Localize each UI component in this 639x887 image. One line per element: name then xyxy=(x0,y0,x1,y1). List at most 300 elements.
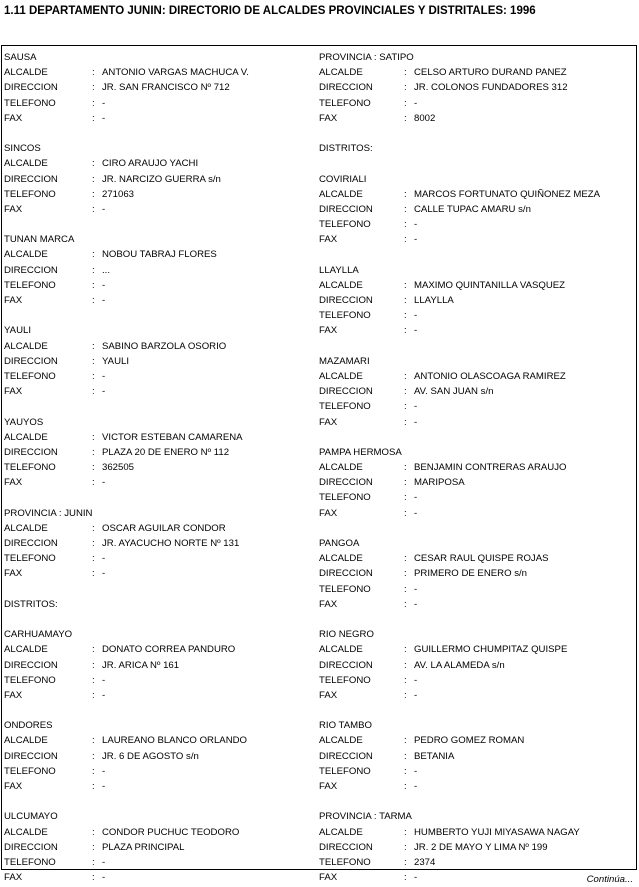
section-header xyxy=(319,354,633,369)
field-row xyxy=(319,597,633,612)
section-header-text: COVIRIALI xyxy=(319,173,367,185)
field-label: TELEFONO xyxy=(319,674,371,686)
field-label: FAX xyxy=(4,203,23,215)
field-value: BENJAMIN CONTRERAS ARAUJO xyxy=(414,462,567,474)
field-label: FAX xyxy=(4,568,23,580)
field-row xyxy=(319,764,633,779)
field-value: JR. ARICA Nº 161 xyxy=(102,659,180,671)
field-row xyxy=(319,369,633,384)
field-colon: : xyxy=(404,568,407,580)
field-label: FAX xyxy=(4,781,23,792)
field-label: DIRECCION xyxy=(4,173,58,185)
section-header-text: PAMPA HERMOSA xyxy=(319,446,402,458)
field-colon: : xyxy=(404,553,407,565)
field-colon: : xyxy=(404,583,407,595)
field-colon: : xyxy=(404,750,407,762)
field-row xyxy=(4,369,318,384)
field-label: ALCALDE xyxy=(4,158,48,170)
field-label: ALCALDE xyxy=(319,188,363,200)
field-colon: : xyxy=(92,203,95,215)
field-colon: : xyxy=(404,598,407,610)
field-label: FAX xyxy=(4,477,23,489)
field-row xyxy=(319,825,633,840)
field-colon: : xyxy=(92,826,95,838)
field-value: - xyxy=(102,386,106,398)
section-header-text: PANGOA xyxy=(319,538,360,549)
field-value: - xyxy=(414,781,418,792)
field-row xyxy=(319,308,633,323)
field-value: - xyxy=(102,674,106,686)
field-label: DIRECCION xyxy=(319,568,373,580)
field-label: TELEFONO xyxy=(319,583,371,595)
field-row xyxy=(319,217,633,232)
field-value: - xyxy=(414,416,418,428)
blank-row xyxy=(4,612,318,627)
field-value: - xyxy=(102,856,106,868)
field-colon: : xyxy=(404,644,407,656)
field-colon: : xyxy=(404,112,407,124)
field-colon: : xyxy=(404,97,407,109)
section-header-text: TUNAN MARCA xyxy=(4,234,75,246)
field-label: FAX xyxy=(319,234,338,246)
section-header-text: DISTRITOS: xyxy=(319,143,373,155)
field-row xyxy=(319,779,633,794)
field-row xyxy=(319,202,633,217)
field-value: - xyxy=(102,112,106,124)
field-value: LLAYLLA xyxy=(414,295,454,306)
field-label: FAX xyxy=(319,325,338,337)
section-header xyxy=(4,809,318,824)
field-label: FAX xyxy=(4,872,23,884)
field-label: FAX xyxy=(319,507,338,519)
blank-row xyxy=(4,794,318,809)
field-label: ALCALDE xyxy=(319,735,363,747)
field-colon: : xyxy=(404,279,407,291)
field-colon: : xyxy=(92,735,95,747)
field-row xyxy=(319,551,633,566)
field-label: ALCALDE xyxy=(319,462,363,474)
field-label: TELEFONO xyxy=(4,97,56,109)
field-row xyxy=(4,658,318,673)
field-value: AV. LA ALAMEDA s/n xyxy=(414,659,505,671)
field-label: TELEFONO xyxy=(319,765,371,777)
right-column xyxy=(319,50,633,885)
field-colon: : xyxy=(404,872,407,884)
field-colon: : xyxy=(404,674,407,686)
section-header xyxy=(4,232,318,247)
field-row xyxy=(319,384,633,399)
field-row xyxy=(4,187,318,202)
field-row xyxy=(4,825,318,840)
field-value: JR. AYACUCHO NORTE Nº 131 xyxy=(102,538,240,549)
field-row xyxy=(319,475,633,490)
field-value: - xyxy=(102,370,106,382)
field-row xyxy=(319,293,633,308)
field-colon: : xyxy=(404,325,407,337)
field-value: OSCAR AGUILAR CONDOR xyxy=(102,522,226,534)
field-row xyxy=(319,642,633,657)
field-colon: : xyxy=(92,279,95,291)
field-colon: : xyxy=(92,188,95,200)
field-row xyxy=(4,247,318,262)
field-colon: : xyxy=(404,203,407,215)
field-colon: : xyxy=(92,568,95,580)
field-colon: : xyxy=(92,97,95,109)
field-colon: : xyxy=(404,507,407,519)
field-colon: : xyxy=(92,522,95,534)
field-label: FAX xyxy=(4,386,23,398)
field-value: - xyxy=(102,97,106,109)
field-label: TELEFONO xyxy=(4,674,56,686)
field-row xyxy=(4,156,318,171)
field-row xyxy=(319,658,633,673)
section-header-text: CARHUAMAYO xyxy=(4,629,73,641)
field-label: TELEFONO xyxy=(319,219,371,231)
field-label: ALCALDE xyxy=(4,826,48,838)
field-colon: : xyxy=(404,841,407,853)
field-value: PEDRO GOMEZ ROMAN xyxy=(414,735,525,747)
field-row xyxy=(4,475,318,490)
field-colon: : xyxy=(404,492,407,504)
field-value: CELSO ARTURO DURAND PANEZ xyxy=(414,67,567,79)
blank-row xyxy=(319,794,633,809)
field-value: - xyxy=(414,234,418,246)
field-value: 271063 xyxy=(102,188,135,200)
blank-row xyxy=(4,217,318,232)
field-label: ALCALDE xyxy=(319,553,363,565)
field-value: ... xyxy=(102,264,110,276)
field-label: ALCALDE xyxy=(319,279,363,291)
field-label: DIRECCION xyxy=(4,355,58,367)
field-row xyxy=(4,65,318,80)
field-colon: : xyxy=(92,82,95,94)
field-label: FAX xyxy=(4,112,23,124)
field-row xyxy=(4,733,318,748)
field-value: DONATO CORREA PANDURO xyxy=(102,644,236,656)
field-colon: : xyxy=(92,264,95,276)
field-value: MARIPOSA xyxy=(414,477,465,489)
section-header-text: LLAYLLA xyxy=(319,264,359,276)
field-row xyxy=(4,80,318,95)
field-value: NOBOU TABRAJ FLORES xyxy=(102,249,217,261)
field-value: ANTONIO OLASCOAGA RAMIREZ xyxy=(414,370,566,382)
blank-row xyxy=(319,126,633,141)
field-colon: : xyxy=(404,477,407,489)
field-label: FAX xyxy=(319,112,338,124)
field-value: MARCOS FORTUNATO QUIÑONEZ MEZA xyxy=(414,188,601,200)
field-colon: : xyxy=(92,781,95,792)
field-colon: : xyxy=(92,295,95,306)
field-row xyxy=(319,506,633,521)
section-header-text: YAULI xyxy=(4,325,32,337)
field-value: - xyxy=(414,219,418,231)
field-label: DIRECCION xyxy=(319,386,373,398)
field-row xyxy=(4,384,318,399)
section-header xyxy=(319,809,633,824)
field-label: TELEFONO xyxy=(319,310,371,322)
field-row xyxy=(4,202,318,217)
field-colon: : xyxy=(404,659,407,671)
field-label: TELEFONO xyxy=(4,370,56,382)
field-label: DIRECCION xyxy=(319,477,373,489)
field-value: MAXIMO QUINTANILLA VASQUEZ xyxy=(414,279,566,291)
field-value: - xyxy=(414,583,418,595)
field-row xyxy=(319,232,633,247)
field-colon: : xyxy=(404,82,407,94)
field-row xyxy=(4,521,318,536)
field-colon: : xyxy=(92,431,95,443)
blank-row xyxy=(319,612,633,627)
field-colon: : xyxy=(404,234,407,246)
field-value: - xyxy=(102,765,106,777)
section-header xyxy=(319,627,633,642)
field-row xyxy=(4,749,318,764)
section-header-text: RIO TAMBO xyxy=(319,720,372,732)
blank-row xyxy=(319,339,633,354)
field-row xyxy=(4,642,318,657)
field-colon: : xyxy=(92,173,95,185)
field-colon: : xyxy=(92,750,95,762)
field-colon: : xyxy=(92,355,95,367)
field-colon: : xyxy=(92,553,95,565)
field-label: ALCALDE xyxy=(4,522,48,534)
field-label: DIRECCION xyxy=(319,82,373,94)
field-colon: : xyxy=(92,340,95,352)
field-label: TELEFONO xyxy=(319,492,371,504)
field-row xyxy=(319,840,633,855)
field-value: - xyxy=(102,279,106,291)
field-value: PRIMERO DE ENERO s/n xyxy=(414,568,528,580)
section-header-text: PROVINCIA : JUNIN xyxy=(4,507,93,519)
field-row xyxy=(4,263,318,278)
field-value: CALLE TUPAC AMARU s/n xyxy=(414,203,531,215)
field-value: GUILLERMO CHUMPITAZ QUISPE xyxy=(414,644,568,656)
field-row xyxy=(4,840,318,855)
section-header xyxy=(319,141,633,156)
field-label: DIRECCION xyxy=(319,203,373,215)
field-colon: : xyxy=(92,765,95,777)
field-label: DIRECCION xyxy=(4,82,58,94)
field-label: DIRECCION xyxy=(319,295,373,306)
field-value: CESAR RAUL QUISPE ROJAS xyxy=(414,553,549,565)
field-colon: : xyxy=(404,401,407,413)
field-row xyxy=(4,445,318,460)
field-row xyxy=(4,870,318,885)
field-label: FAX xyxy=(319,872,338,884)
section-header xyxy=(319,50,633,65)
field-row xyxy=(319,415,633,430)
field-row xyxy=(319,582,633,597)
section-header-text: PROVINCIA : SATIPO xyxy=(319,52,414,63)
section-header xyxy=(4,506,318,521)
field-row xyxy=(4,779,318,794)
field-colon: : xyxy=(404,219,407,231)
field-row xyxy=(4,293,318,308)
field-colon: : xyxy=(404,735,407,747)
field-value: - xyxy=(414,689,418,701)
blank-row xyxy=(4,703,318,718)
field-row xyxy=(319,278,633,293)
field-label: TELEFONO xyxy=(319,856,371,868)
field-colon: : xyxy=(404,856,407,868)
field-row xyxy=(4,764,318,779)
field-colon: : xyxy=(92,67,95,79)
field-label: DIRECCION xyxy=(4,750,58,762)
field-colon: : xyxy=(404,689,407,701)
field-label: DIRECCION xyxy=(4,538,58,549)
field-value: - xyxy=(414,507,418,519)
field-value: LAUREANO BLANCO ORLANDO xyxy=(102,735,248,747)
field-label: ALCALDE xyxy=(4,644,48,656)
blank-row xyxy=(319,156,633,171)
field-row xyxy=(4,339,318,354)
section-header xyxy=(4,50,318,65)
field-colon: : xyxy=(404,386,407,398)
field-value: AV. SAN JUAN s/n xyxy=(414,386,494,398)
field-colon: : xyxy=(404,826,407,838)
field-value: CIRO ARAUJO YACHI xyxy=(102,158,199,170)
field-value: JR. NARCIZO GUERRA s/n xyxy=(102,173,221,185)
blank-row xyxy=(319,247,633,262)
blank-row xyxy=(4,490,318,505)
field-colon: : xyxy=(404,188,407,200)
section-header xyxy=(4,415,318,430)
field-value: - xyxy=(414,765,418,777)
field-label: FAX xyxy=(4,295,23,306)
field-value: - xyxy=(102,568,106,580)
field-colon: : xyxy=(404,781,407,792)
field-row xyxy=(4,354,318,369)
field-colon: : xyxy=(92,872,95,884)
field-colon: : xyxy=(92,462,95,474)
field-colon: : xyxy=(92,370,95,382)
blank-row xyxy=(319,703,633,718)
field-colon: : xyxy=(92,644,95,656)
field-value: - xyxy=(102,689,106,701)
field-colon: : xyxy=(92,249,95,261)
field-label: ALCALDE xyxy=(4,67,48,79)
field-colon: : xyxy=(404,295,407,306)
field-colon: : xyxy=(92,112,95,124)
continues-note: Continúa... xyxy=(586,874,633,885)
page-title: 1.11 DEPARTAMENTO JUNIN: DIRECTORIO DE ALCALDES PROVINCIALES Y DISTRITALES: 1996 xyxy=(4,5,536,17)
field-value: JR. COLONOS FUNDADORES 312 xyxy=(414,82,568,94)
field-value: PLAZA 20 DE ENERO Nº 112 xyxy=(102,446,230,458)
field-row xyxy=(319,566,633,581)
field-row xyxy=(319,187,633,202)
section-header xyxy=(4,627,318,642)
section-header-text: DISTRITOS: xyxy=(4,598,58,610)
field-label: FAX xyxy=(4,689,23,701)
field-label: ALCALDE xyxy=(4,340,48,352)
field-value: JR. 6 DE AGOSTO s/n xyxy=(102,750,199,762)
blank-row xyxy=(319,430,633,445)
blank-row xyxy=(319,521,633,536)
field-label: DIRECCION xyxy=(4,841,58,853)
field-row xyxy=(319,749,633,764)
field-value: 8002 xyxy=(414,112,436,124)
field-row xyxy=(4,278,318,293)
field-value: - xyxy=(414,674,418,686)
field-value: PLAZA PRINCIPAL xyxy=(102,841,185,853)
field-colon: : xyxy=(404,370,407,382)
blank-row xyxy=(4,399,318,414)
field-colon: : xyxy=(92,659,95,671)
field-value: - xyxy=(102,872,106,884)
field-row xyxy=(4,673,318,688)
section-header xyxy=(319,718,633,733)
field-value: 362505 xyxy=(102,462,135,474)
field-label: FAX xyxy=(319,781,338,792)
section-header xyxy=(4,597,318,612)
field-value: - xyxy=(414,310,418,322)
blank-row xyxy=(4,308,318,323)
section-header-text: SINCOS xyxy=(4,143,41,155)
field-colon: : xyxy=(92,446,95,458)
field-row xyxy=(319,855,633,870)
field-value: VICTOR ESTEBAN CAMARENA xyxy=(102,431,243,443)
field-value: - xyxy=(414,492,418,504)
field-colon: : xyxy=(92,538,95,549)
field-colon: : xyxy=(92,674,95,686)
field-label: ALCALDE xyxy=(4,431,48,443)
field-value: 2374 xyxy=(414,856,436,868)
field-row xyxy=(319,80,633,95)
field-label: DIRECCION xyxy=(4,446,58,458)
section-header xyxy=(4,718,318,733)
field-value: - xyxy=(414,598,418,610)
field-row xyxy=(319,65,633,80)
section-header-text: PROVINCIA : TARMA xyxy=(319,811,412,823)
field-value: - xyxy=(102,295,106,306)
field-label: TELEFONO xyxy=(4,279,56,291)
field-label: FAX xyxy=(319,416,338,428)
section-header xyxy=(319,536,633,551)
field-row xyxy=(319,733,633,748)
section-header-text: RIO NEGRO xyxy=(319,629,374,641)
field-value: - xyxy=(102,781,106,792)
field-colon: : xyxy=(92,386,95,398)
field-value: - xyxy=(102,553,106,565)
field-label: TELEFONO xyxy=(4,553,56,565)
field-row xyxy=(319,323,633,338)
blank-row xyxy=(4,582,318,597)
field-label: ALCALDE xyxy=(319,67,363,79)
field-label: ALCALDE xyxy=(319,370,363,382)
section-header-text: YAUYOS xyxy=(4,416,44,428)
field-label: TELEFONO xyxy=(4,188,56,200)
field-label: ALCALDE xyxy=(319,826,363,838)
section-header xyxy=(4,323,318,338)
field-label: DIRECCION xyxy=(4,264,58,276)
field-label: DIRECCION xyxy=(319,750,373,762)
field-colon: : xyxy=(92,158,95,170)
field-label: ALCALDE xyxy=(4,249,48,261)
field-row xyxy=(4,551,318,566)
field-value: SABINO BARZOLA OSORIO xyxy=(102,340,227,352)
field-row xyxy=(319,399,633,414)
field-row xyxy=(4,536,318,551)
section-header-text: ONDORES xyxy=(4,720,53,732)
section-header-text: SAUSA xyxy=(4,52,37,63)
section-header-text: MAZAMARI xyxy=(319,355,370,367)
field-row xyxy=(319,96,633,111)
field-label: DIRECCION xyxy=(4,659,58,671)
field-colon: : xyxy=(404,416,407,428)
field-value: ANTONIO VARGAS MACHUCA V. xyxy=(102,67,249,79)
field-colon: : xyxy=(404,462,407,474)
field-value: - xyxy=(414,872,418,884)
